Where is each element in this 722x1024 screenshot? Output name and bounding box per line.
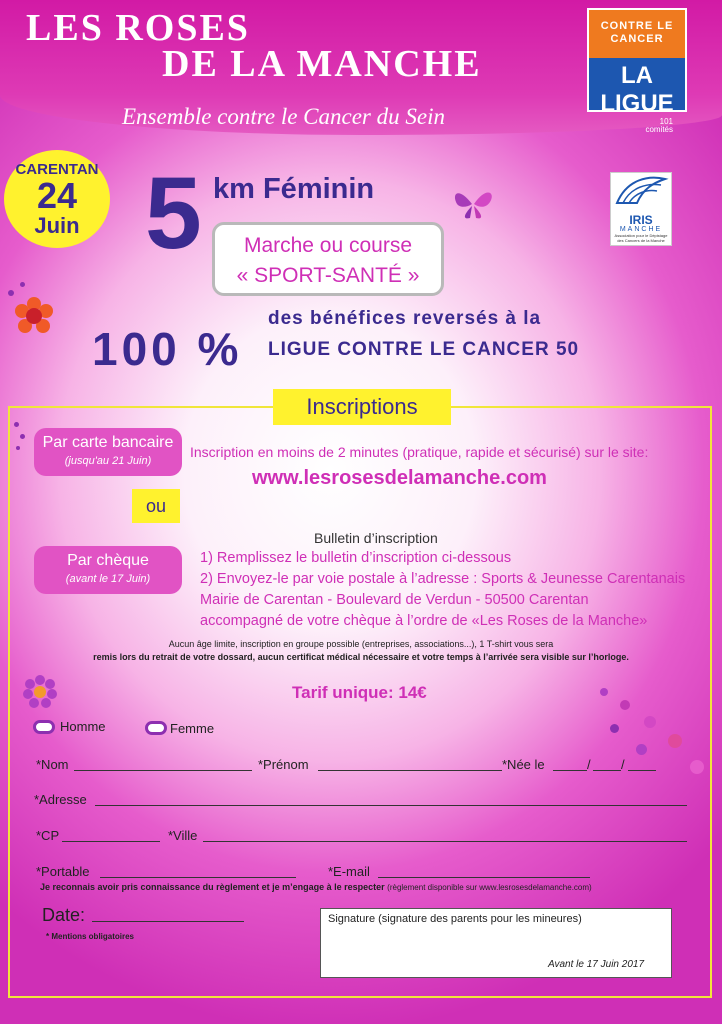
gender-female-label: Femme [170, 721, 215, 736]
ligue-logo [587, 8, 687, 134]
nee-le-label: *Née le [502, 757, 545, 772]
gender-female-radio[interactable] [145, 721, 167, 735]
gender-male-radio[interactable] [33, 720, 55, 734]
notice [38, 638, 684, 664]
event-type-line2: « SPORT-SANTÉ » [236, 264, 420, 287]
date-label: Date: [42, 905, 86, 925]
date-badge [4, 150, 110, 248]
bulletin-step-4: accompagné de votre chèque à l’ordre de «Les Roses de la Manche» [200, 613, 648, 629]
date-month: Juin [34, 212, 80, 238]
cheque-payment-deadline: (avant le 17 Juin) [65, 573, 151, 585]
registration-deadline: Avant le 17 Juin 2017 [548, 959, 645, 970]
iris-sub: MANCHE [619, 226, 663, 233]
mandatory-note: * Mentions obligatoires [46, 932, 135, 941]
email-field[interactable] [378, 864, 590, 878]
iris-caption: Association pour le Dépistage des Cancers de la Manche [614, 233, 668, 243]
percent-value: 100 % [92, 323, 243, 375]
purple-flower-icon [22, 674, 58, 710]
ligue-logo-number: 101 [659, 117, 673, 126]
website-link[interactable]: www.lesrosesdelamanche.com [252, 467, 547, 489]
signature-label: Signature (signature des parents pour les mineures) [328, 913, 582, 925]
prenom-field[interactable] [318, 757, 502, 771]
decor-dot [20, 282, 25, 287]
decor-dot [610, 724, 619, 733]
adresse-field[interactable] [95, 792, 687, 806]
birth-year-field[interactable] [628, 757, 656, 771]
ligue-logo-main: LA LIGUE [600, 62, 674, 117]
wing-icon [613, 173, 669, 209]
date-slash: / [587, 757, 591, 772]
inscriptions-title: Inscriptions [273, 389, 451, 425]
title-line-2: DE LA MANCHE [162, 43, 482, 85]
rules-confirmation-note: (règlement disponible sur www.lesrosesdelamanche.com) [387, 883, 592, 892]
ligue-logo-comites: comités [645, 125, 673, 134]
flower-icon [14, 296, 54, 336]
distance-number: 5 [145, 156, 202, 270]
benefit-line1: des bénéfices reversés à la [268, 308, 542, 329]
date-field[interactable] [92, 908, 244, 922]
bulletin-title: Bulletin d’inscription [314, 530, 438, 546]
gender-male-label: Homme [60, 719, 106, 734]
email-label: *E-mail [328, 864, 370, 879]
decor-dot [8, 290, 14, 296]
card-payment-text: Inscription en moins de 2 minutes (pratique, rapide et sécurisé) sur le site: [190, 444, 649, 460]
ligue-logo-top: CONTRE LE CANCER [589, 10, 685, 58]
nom-label: *Nom [36, 757, 69, 772]
decor-dot [644, 716, 656, 728]
distance-unit: km Féminin [213, 173, 375, 205]
title-line-1: LES ROSES [26, 7, 250, 49]
iris-name: IRIS [629, 213, 653, 227]
cheque-payment-label: Par chèque [67, 552, 149, 569]
decor-dot [620, 700, 630, 710]
ville-label: *Ville [168, 828, 198, 843]
price-label: Tarif unique: 14€ [292, 683, 427, 702]
cp-label: *CP [36, 828, 60, 843]
decor-dot [14, 422, 19, 427]
bulletin-step-3: Mairie de Carentan - Boulevard de Verdun - 50500 Carentan [200, 592, 589, 608]
portable-field[interactable] [100, 864, 296, 878]
card-payment-pill [34, 428, 182, 476]
decor-dot [600, 688, 608, 696]
rules-confirmation [40, 882, 592, 892]
cheque-payment-pill [34, 546, 182, 594]
decor-dot [690, 760, 704, 774]
event-type-box [212, 222, 444, 296]
adresse-label: *Adresse [34, 792, 87, 807]
bulletin-step-1: 1) Remplissez le bulletin d’inscription ci-dessous [200, 550, 512, 566]
decor-dot [636, 744, 647, 755]
prenom-label: *Prénom [258, 757, 309, 772]
date-day: 24 [36, 174, 78, 216]
bulletin-step-2: 2) Envoyez-le par voie postale à l’adresse : Sports & Jeunesse Carentanais [200, 571, 686, 587]
decor-dot [16, 446, 20, 450]
rules-confirmation-text: Je reconnais avoir pris connaissance du règlement et je m’engage à le respecter [40, 882, 385, 892]
ville-field[interactable] [203, 828, 687, 842]
cp-field[interactable] [62, 828, 160, 842]
subtitle: Ensemble contre le Cancer du Sein [122, 104, 445, 129]
date-city: CARENTAN [15, 160, 99, 178]
date-slash: / [621, 757, 625, 772]
birth-month-field[interactable] [593, 757, 621, 771]
card-payment-deadline: (jusqu'au 21 Juin) [64, 455, 152, 467]
card-payment-label: Par carte bancaire [42, 434, 174, 451]
portable-label: *Portable [36, 864, 90, 879]
event-type-line1: Marche ou course [243, 234, 413, 257]
decor-dot [20, 434, 25, 439]
iris-logo [610, 172, 672, 246]
nom-field[interactable] [74, 757, 252, 771]
or-label: ou [132, 489, 180, 523]
notice-line2: remis lors du retrait de votre dossard, aucun certificat médical nécessaire et votre temps à l’arrivée sera visible sur l’horloge. [93, 652, 629, 662]
birth-day-field[interactable] [553, 757, 587, 771]
butterfly-icon [452, 186, 494, 222]
decor-dot [668, 734, 682, 748]
benefit-line2: LIGUE CONTRE LE CANCER 50 [268, 339, 580, 360]
notice-line1: Aucun âge limite, inscription en groupe possible (entreprises, associations...), 1 T-shirt vous sera [168, 639, 554, 649]
